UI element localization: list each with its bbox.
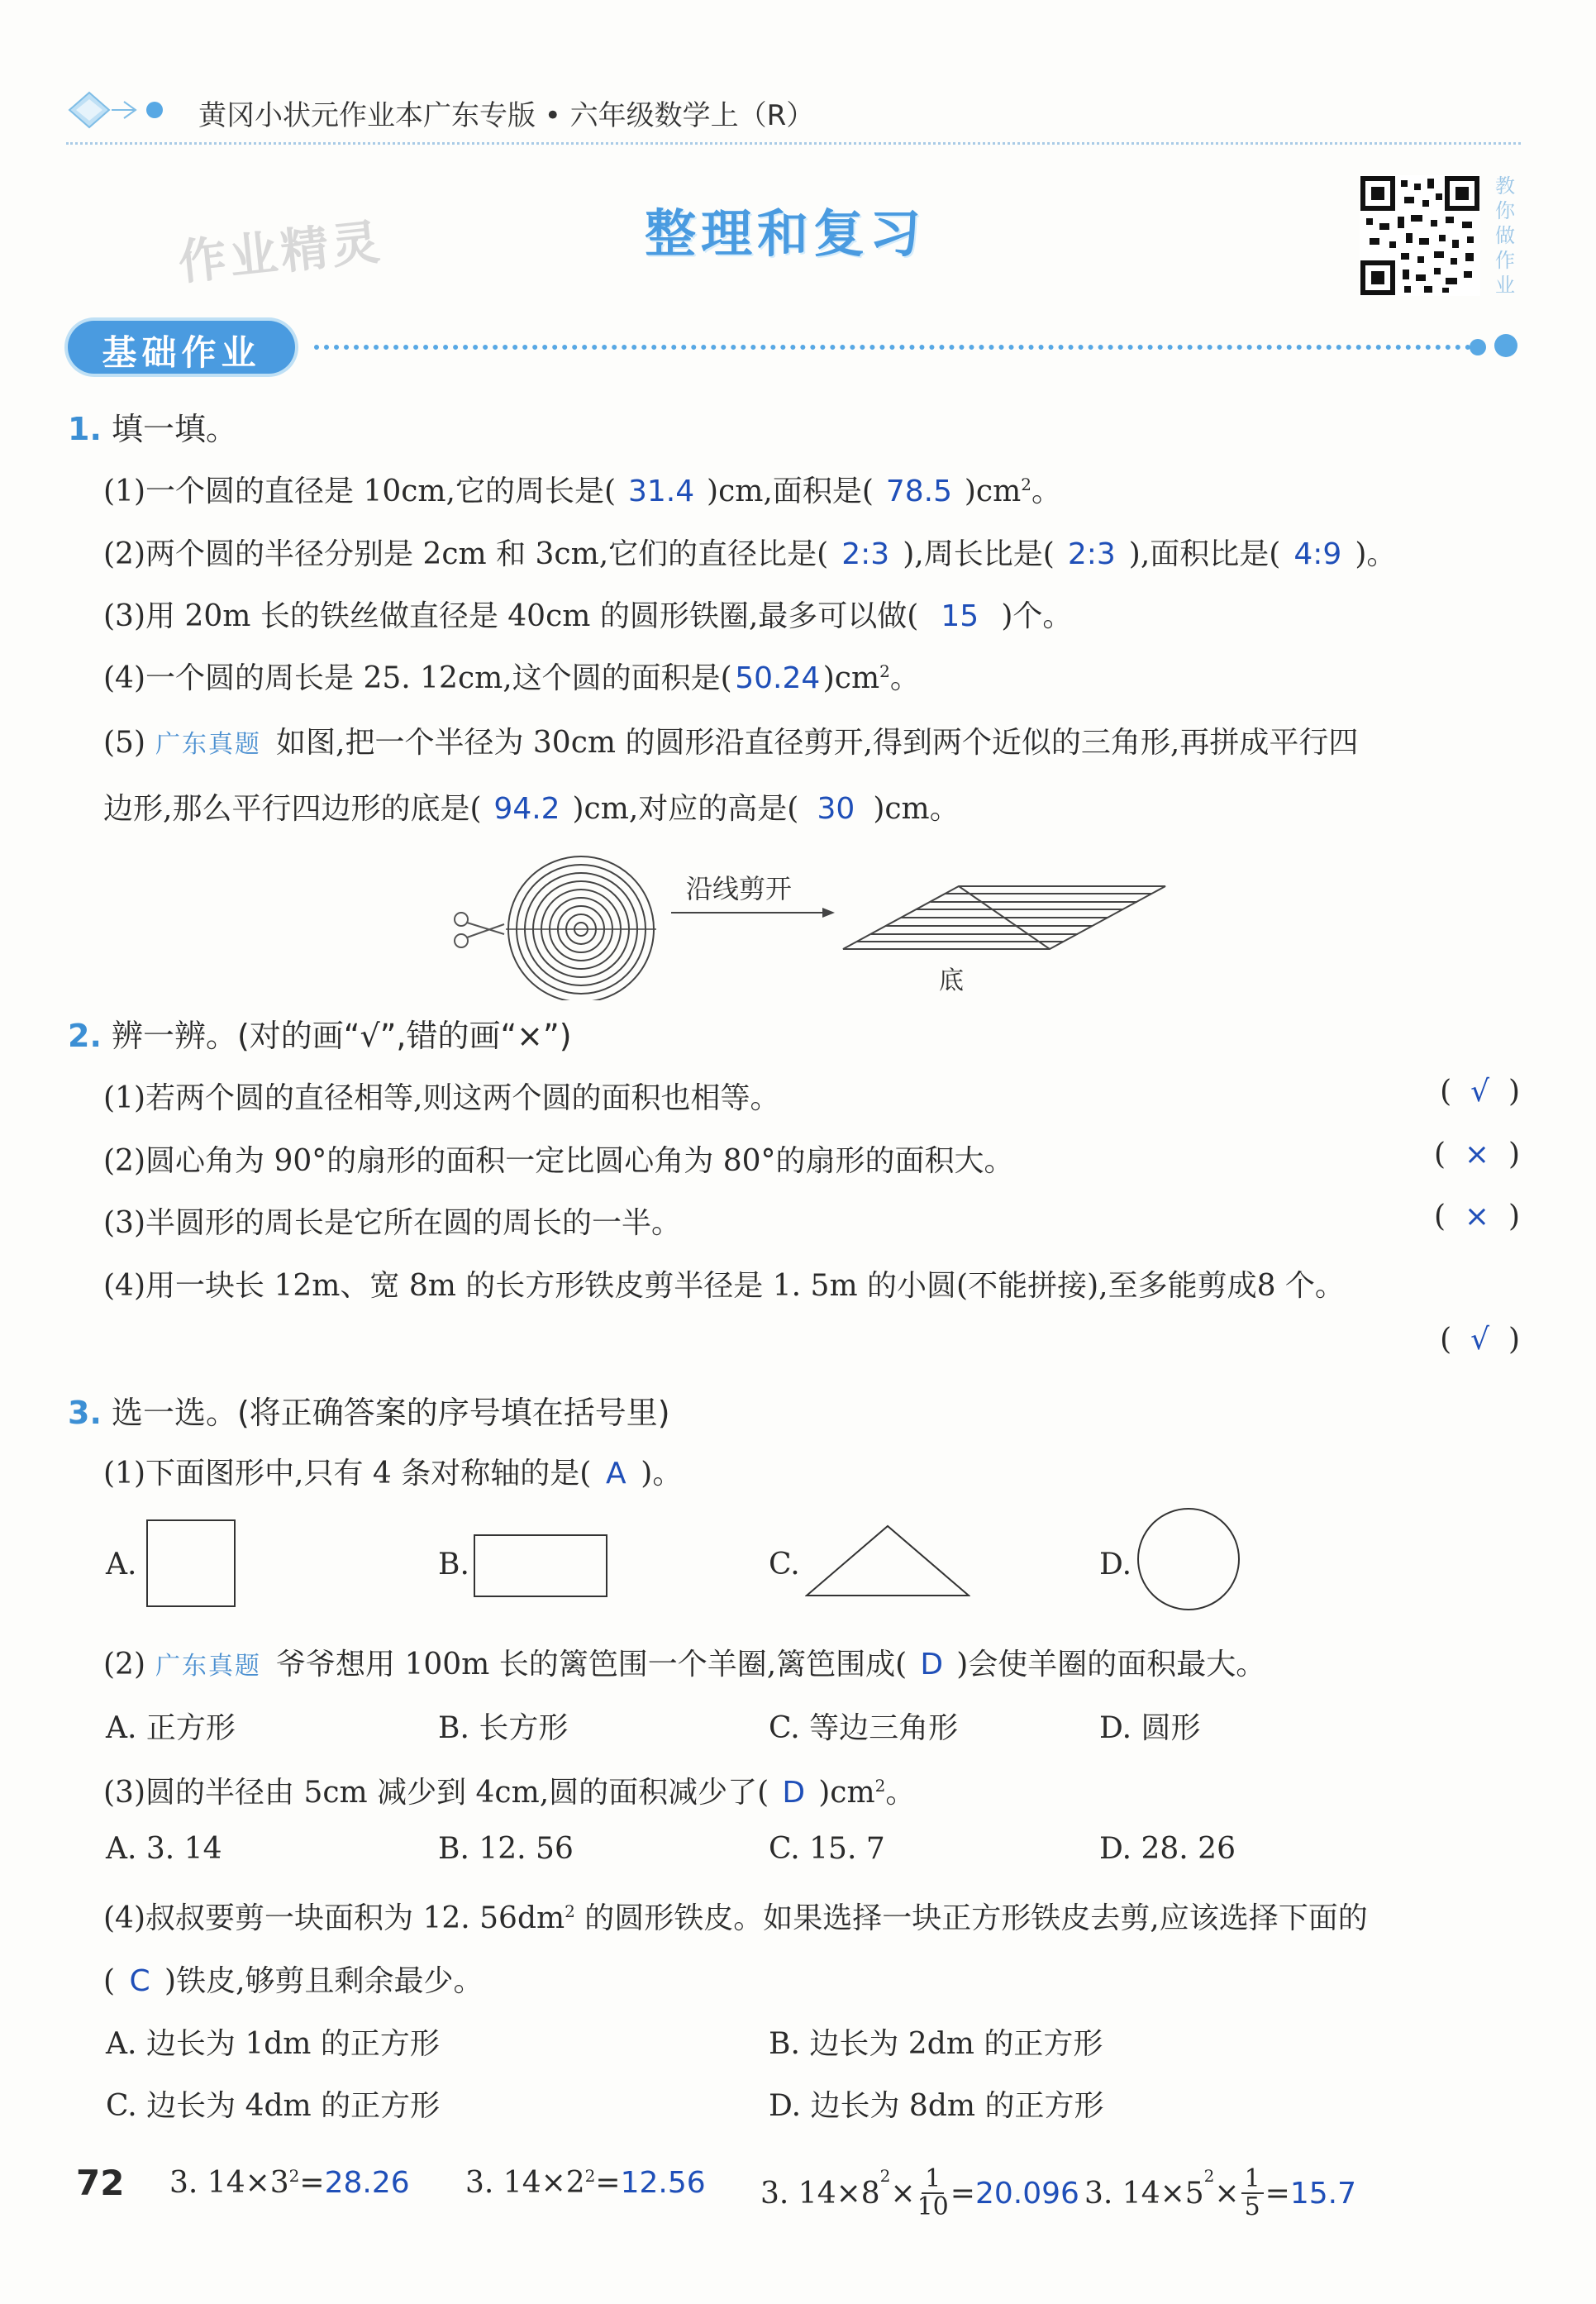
figure-base-label: 底: [939, 966, 964, 995]
calc-expr: 3. 14×5: [1084, 2176, 1204, 2211]
q3-2-answer[interactable]: D: [920, 1648, 944, 1681]
q3-number: 3.: [68, 1395, 102, 1431]
q3-item-4-line-2: [103, 1958, 484, 2000]
q2-number: 2.: [68, 1018, 102, 1054]
q3-1-answer[interactable]: A: [605, 1457, 626, 1491]
q3-4-text: )铁皮,够剪且剩余最少。: [164, 1964, 484, 1998]
calc-mul: ×: [890, 2176, 916, 2211]
triangle-shape[interactable]: [805, 1523, 970, 1597]
fraction-numerator: 1: [1241, 2166, 1264, 2194]
q3-1-text: )。: [641, 1457, 683, 1491]
q3-1-option-d-label: D.: [1099, 1548, 1132, 1581]
q3-3-option-b[interactable]: B. 12. 56: [438, 1832, 574, 1866]
calc-eq: =: [595, 2166, 621, 2200]
q3-2-option-d[interactable]: D. 圆形: [1099, 1711, 1201, 1745]
q3-2-text: (2): [103, 1648, 145, 1681]
header-decoration: [66, 89, 165, 131]
q3-4-text: 的圆形铁皮。如果选择一块正方形铁皮去剪,应该选择下面的: [574, 1901, 1368, 1935]
q1-2-text: ),周长比是(: [903, 537, 1055, 571]
header-divider: [66, 142, 1521, 145]
section-divider-dot: [1494, 334, 1517, 357]
calc-result: 28.26: [324, 2166, 410, 2200]
q1-5-text: 边形,那么平行四边形的底是(: [103, 792, 482, 826]
q1-1-text: 。: [1031, 475, 1061, 508]
qr-code[interactable]: [1360, 175, 1480, 296]
rectangle-shape[interactable]: [474, 1534, 607, 1597]
footer-calc-3: [760, 2166, 1079, 2221]
calc-result: 15.7: [1289, 2176, 1356, 2211]
q1-5-tag: 广东真题: [155, 730, 261, 759]
q2-item-3: (3)半圆形的周长是它所在圆的周长的一半。: [103, 1206, 681, 1240]
q3-4-option-b[interactable]: B. 边长为 2dm 的正方形: [769, 2027, 1103, 2061]
q1-item-5: [103, 719, 1358, 761]
q1-5-text: (5): [103, 726, 145, 760]
q1-2-answer-2[interactable]: 2:3: [1067, 537, 1116, 571]
q3-2-option-c[interactable]: C. 等边三角形: [769, 1711, 959, 1745]
qr-side-char: 做: [1495, 224, 1515, 247]
triangle-icon: [805, 1523, 970, 1597]
q1-item-3: [103, 593, 1072, 635]
qr-side-char: 业: [1495, 274, 1515, 297]
calc-eq: =: [950, 2176, 975, 2211]
q2-answer-bracket-1[interactable]: ( √ ): [1440, 1075, 1520, 1109]
q1-4-text: (4)一个圆的周长是 25. 12cm,这个圆的面积是(: [103, 661, 732, 695]
q1-1-text: )cm,面积是(: [707, 475, 874, 508]
calc-result: 12.56: [620, 2166, 706, 2200]
q3-3-text: 。: [885, 1776, 916, 1810]
section-divider: [314, 345, 1471, 350]
q3-title-text: 选一选。(将正确答案的序号填在括号里): [111, 1395, 670, 1431]
calc-expr: 3. 14×8: [760, 2176, 880, 2211]
q1-title-text: 填一填。: [111, 411, 237, 447]
q2-answer-2: ×: [1464, 1138, 1490, 1171]
q2-title: [68, 1010, 572, 1056]
q3-3-answer[interactable]: D: [782, 1776, 806, 1810]
section-label-text: 基础作业: [102, 332, 261, 373]
concentric-circle: [506, 856, 656, 1000]
q3-3-option-d[interactable]: D. 28. 26: [1099, 1832, 1236, 1866]
q3-4-text: (: [103, 1964, 116, 1998]
calc-fraction: [917, 2166, 949, 2221]
q1-4-answer[interactable]: 50.24: [735, 661, 821, 695]
q3-item-2: [103, 1641, 1265, 1683]
qr-side-char: 你: [1495, 199, 1515, 222]
page-title: 整理和复习: [645, 203, 927, 264]
q1-figure: [446, 843, 1190, 1000]
header-title: 黄冈小状元作业本广东专版 • 六年级数学上（R）: [198, 99, 815, 132]
qr-code-icon: [1360, 175, 1480, 296]
q1-4-text: 。: [889, 661, 920, 695]
section-label: [68, 321, 295, 374]
q3-2-option-a[interactable]: A. 正方形: [106, 1711, 236, 1745]
q1-5-answer-1[interactable]: 94.2: [493, 792, 560, 826]
calc-fraction: [1241, 2166, 1264, 2221]
fraction-denominator: 10: [917, 2192, 949, 2221]
q1-item-4: [103, 655, 920, 697]
circle-shape[interactable]: [1137, 1508, 1240, 1610]
q1-number: 1.: [68, 411, 102, 447]
q1-2-text: )。: [1355, 537, 1397, 571]
footer-calc-1: [169, 2166, 410, 2200]
q1-3-answer[interactable]: 15: [941, 599, 979, 633]
q2-answer-4: √: [1470, 1323, 1490, 1357]
q2-item-1: (1)若两个圆的直径相等,则这两个圆的面积也相等。: [103, 1081, 780, 1115]
q2-answer-1: √: [1470, 1075, 1490, 1109]
q2-item-2: (2)圆心角为 90°的扇形的面积一定比圆心角为 80°的扇形的面积大。: [103, 1144, 1014, 1178]
q3-item-4: [103, 1895, 1368, 1937]
q1-3-text: (3)用 20m 长的铁丝做直径是 40cm 的圆形铁圈,最多可以做(: [103, 599, 919, 633]
q3-1-text: (1)下面图形中,只有 4 条对称轴的是(: [103, 1457, 592, 1491]
q3-item-3: [103, 1769, 915, 1811]
q1-5-text: )cm,对应的高是(: [572, 792, 799, 826]
calc-sup: 2: [1203, 2166, 1215, 2186]
q1-title: [68, 403, 237, 449]
watermark-logo: 作业精灵: [175, 213, 386, 291]
q1-1-text: )cm: [964, 475, 1022, 508]
figure-arrow-label: 沿线剪开: [686, 873, 793, 904]
q2-answer-bracket-4[interactable]: ( √ ): [1440, 1323, 1520, 1357]
fraction-numerator: 1: [922, 2166, 944, 2194]
square-shape[interactable]: [146, 1519, 236, 1607]
q3-4-sup: 2: [565, 1901, 575, 1921]
q3-3-text: (3)圆的半径由 5cm 减少到 4cm,圆的面积减少了(: [103, 1776, 769, 1810]
q3-3-option-c[interactable]: C. 15. 7: [769, 1832, 885, 1866]
q1-4-sup: 2: [879, 661, 890, 681]
q3-4-answer[interactable]: C: [129, 1964, 150, 1998]
q3-4-option-c[interactable]: C. 边长为 4dm 的正方形: [106, 2089, 441, 2123]
q3-4-text: (4)叔叔要剪一块面积为 12. 56dm: [103, 1901, 565, 1935]
q1-5-text: 如图,把一个半径为 30cm 的圆形沿直径剪开,得到两个近似的三角形,再拼成平行四: [276, 726, 1359, 760]
q1-2-text: (2)两个圆的半径分别是 2cm 和 3cm,它们的直径比是(: [103, 537, 829, 571]
q1-item-5-line-2: [103, 785, 960, 828]
calc-expr: 3. 14×3: [169, 2166, 289, 2200]
diamond-icon: [66, 89, 165, 131]
section-divider-dot: [1470, 339, 1486, 355]
q3-2-tag: 广东真题: [155, 1652, 261, 1681]
q3-title: [68, 1387, 670, 1433]
q1-2-answer-3[interactable]: 4:9: [1293, 537, 1342, 571]
page-number: 72: [76, 2163, 125, 2203]
q3-1-option-a-label: A.: [106, 1548, 137, 1581]
q1-1-sup: 2: [1021, 475, 1031, 494]
qr-side-char: 教: [1495, 174, 1515, 198]
calc-result: 20.096: [974, 2176, 1079, 2211]
q2-answer-bracket-2[interactable]: ( × ): [1433, 1138, 1520, 1171]
q3-4-option-a[interactable]: A. 边长为 1dm 的正方形: [106, 2027, 440, 2061]
calc-sup: 2: [879, 2166, 891, 2186]
calc-eq: =: [1265, 2176, 1290, 2211]
q1-5-text: )cm。: [873, 792, 960, 826]
q3-1-option-c-label: C.: [769, 1548, 800, 1581]
calc-sup: 2: [584, 2166, 596, 2186]
q2-answer-3: ×: [1464, 1200, 1490, 1233]
scissors-icon: [455, 913, 504, 947]
q3-1-option-b-label: B.: [438, 1548, 469, 1581]
q2-title-text: 辨一辨。(对的画“√”,错的画“×”): [111, 1018, 572, 1054]
q1-1-answer-2[interactable]: 78.5: [885, 475, 952, 508]
footer-calc-2: [465, 2166, 706, 2200]
q3-3-option-a[interactable]: A. 3. 14: [106, 1832, 222, 1866]
calc-sup: 2: [288, 2166, 300, 2186]
q1-item-2: [103, 531, 1396, 573]
q3-2-option-b[interactable]: B. 长方形: [438, 1711, 569, 1745]
parallelogram-figure: [843, 886, 1165, 949]
q1-5-answer-2[interactable]: 30: [817, 792, 855, 826]
calc-mul: ×: [1214, 2176, 1240, 2211]
q3-2-text: )会使羊圈的面积最大。: [956, 1648, 1266, 1681]
footer-calc-4: [1084, 2166, 1356, 2221]
q2-item-4: (4)用一块长 12m、宽 8m 的长方形铁皮剪半径是 1. 5m 的小圆(不能拼接),至多能剪成8 个。: [103, 1269, 1345, 1303]
qr-side-char: 作: [1495, 249, 1515, 272]
q1-2-answer-1[interactable]: 2:3: [841, 537, 890, 571]
arrow-icon: [671, 908, 835, 918]
q3-3-text: )cm: [818, 1776, 875, 1810]
qr-side-text: [1491, 174, 1519, 298]
q1-item-1: [103, 468, 1061, 510]
q2-answer-bracket-3[interactable]: ( × ): [1433, 1200, 1520, 1233]
q1-2-text: ),面积比是(: [1128, 537, 1281, 571]
fraction-denominator: 5: [1244, 2192, 1260, 2221]
q1-1-answer-1[interactable]: 31.4: [627, 475, 695, 508]
calc-eq: =: [299, 2166, 325, 2200]
q3-2-text: 爷爷想用 100m 长的篱笆围一个羊圈,篱笆围成(: [276, 1648, 908, 1681]
q3-4-option-d[interactable]: D. 边长为 8dm 的正方形: [769, 2089, 1104, 2123]
calc-expr: 3. 14×2: [465, 2166, 585, 2200]
q1-4-text: )cm: [822, 661, 880, 695]
q1-figure-svg: [446, 843, 1190, 1000]
q3-item-1: [103, 1450, 682, 1492]
q3-3-sup: 2: [874, 1776, 886, 1796]
q1-3-text: )个。: [1001, 599, 1073, 633]
q1-1-text: (1)一个圆的直径是 10cm,它的周长是(: [103, 475, 617, 508]
